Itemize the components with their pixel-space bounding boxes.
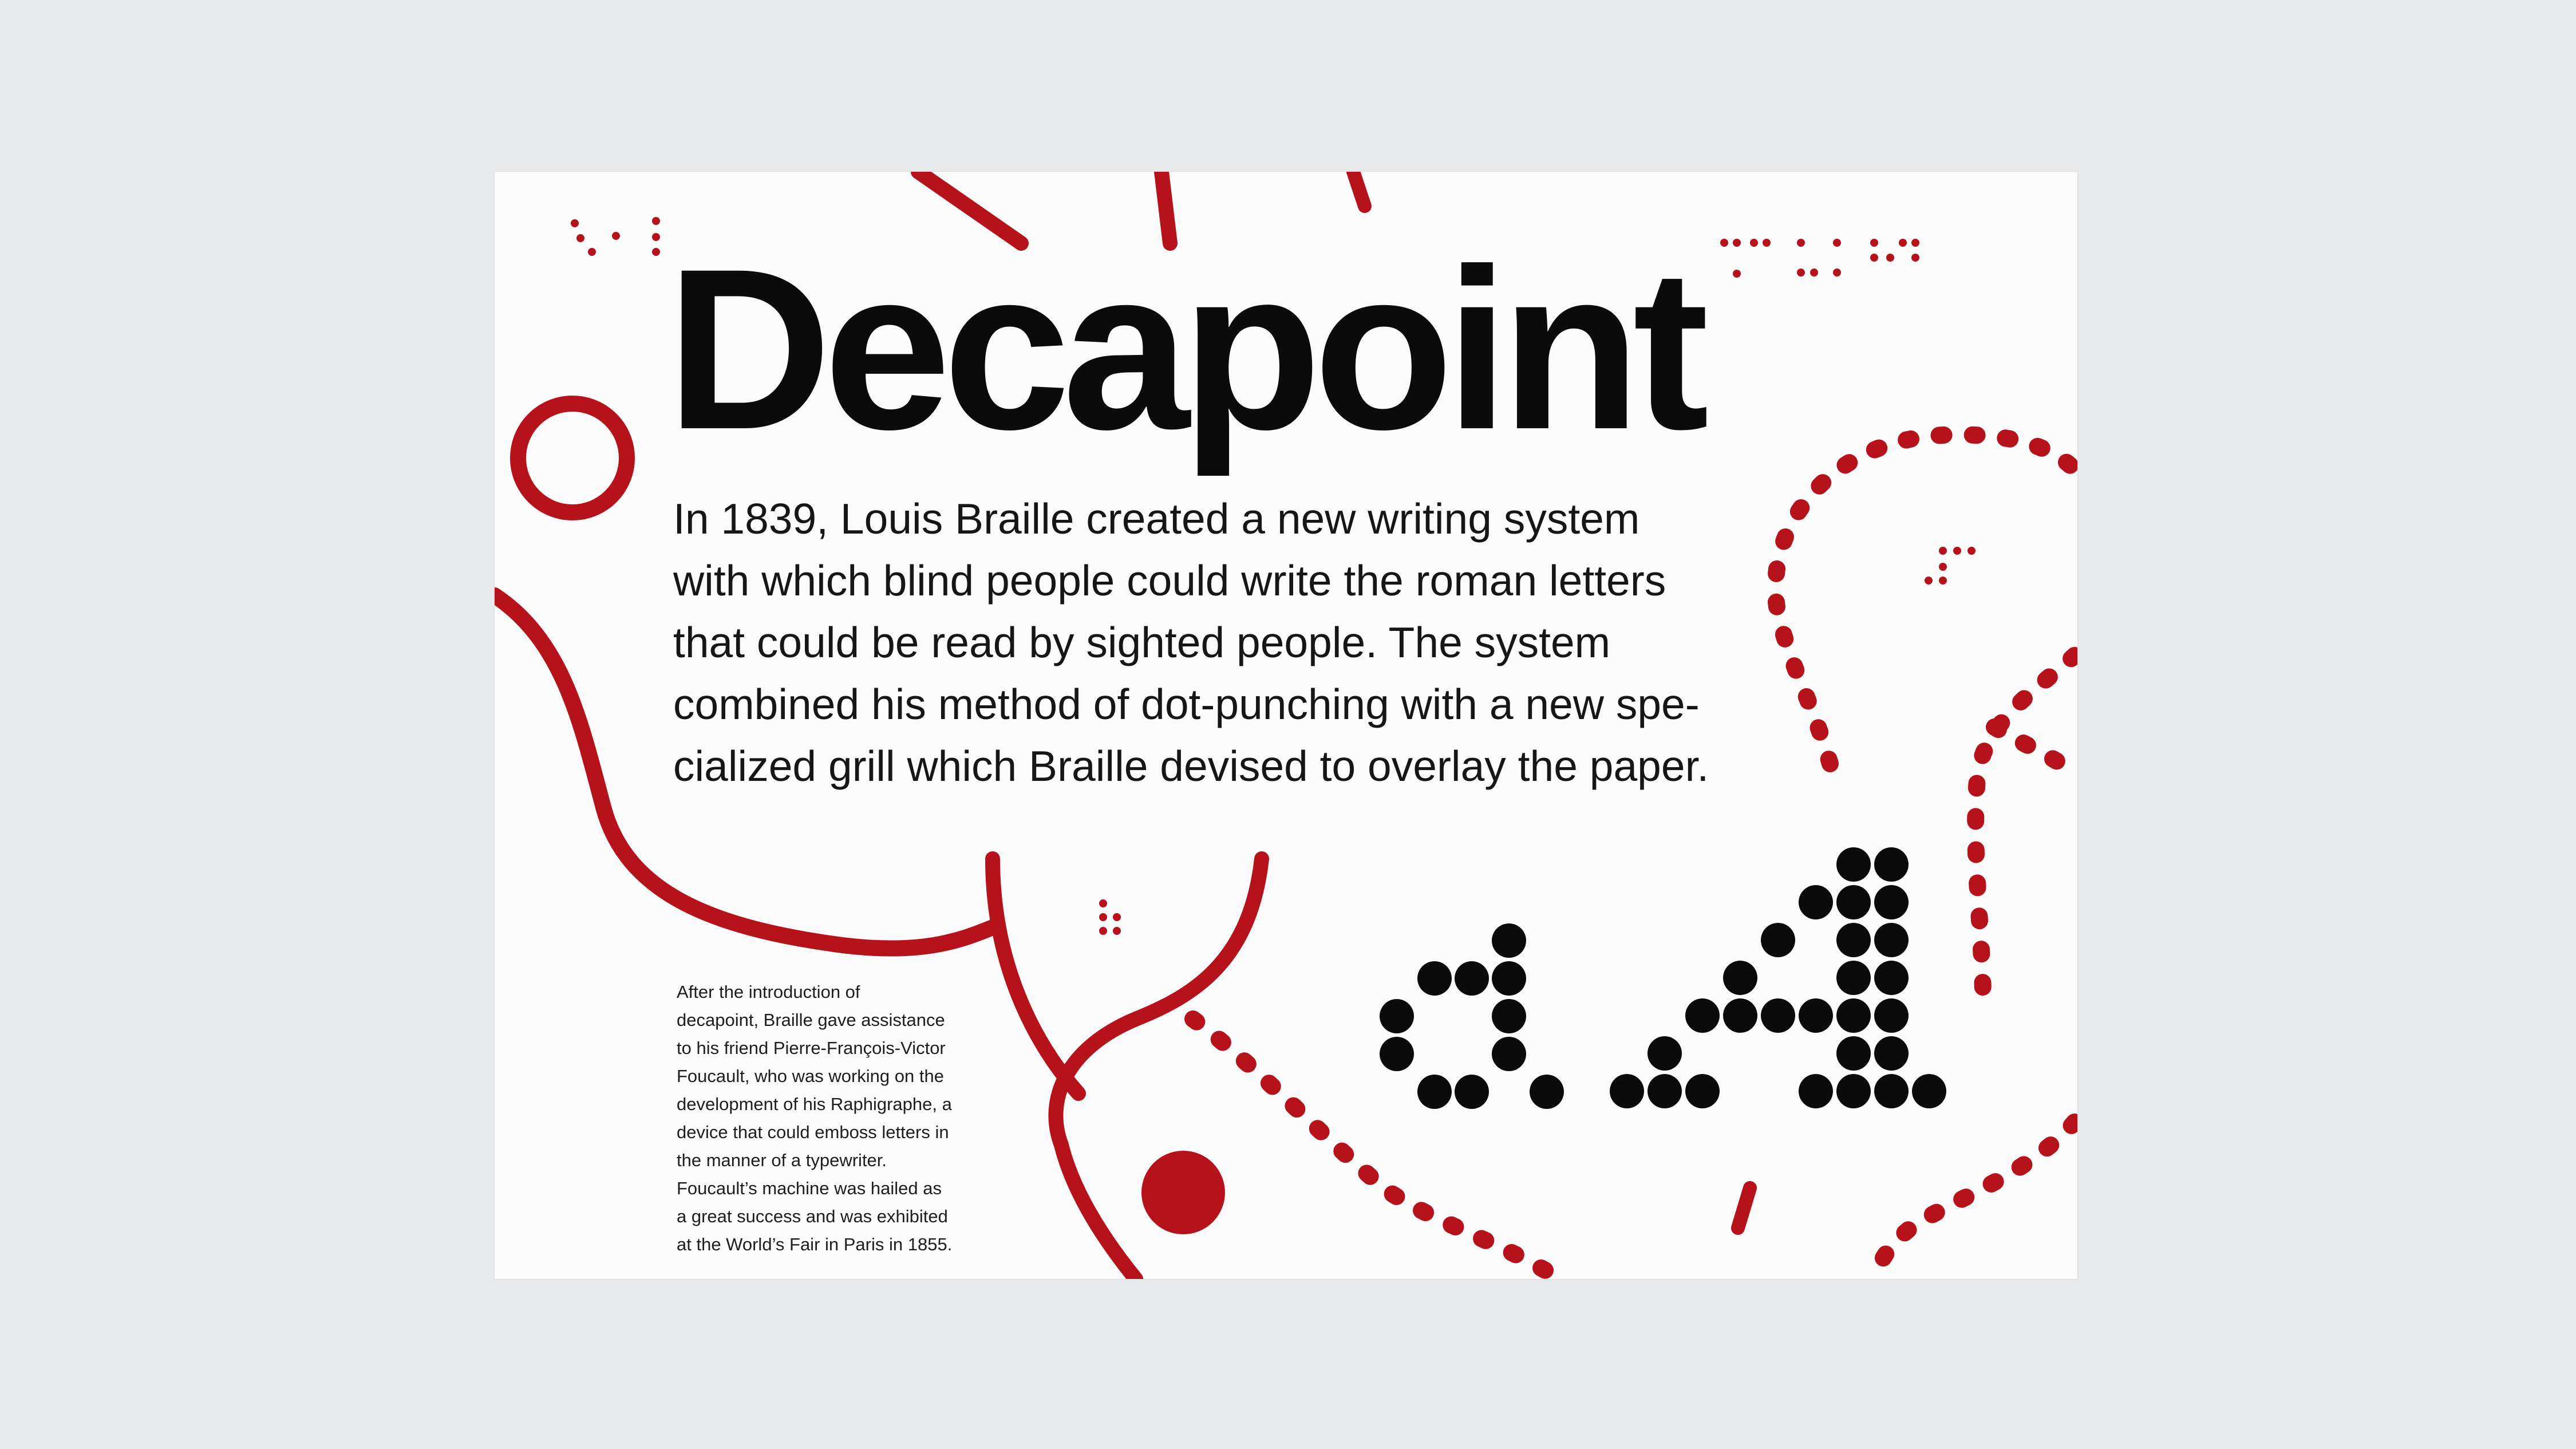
caption-line: a great success and was exhibited [677, 1206, 948, 1226]
braille-dot [1939, 547, 1947, 555]
braille-dot [1099, 927, 1107, 935]
dotmatrix-a-dot [1530, 1075, 1564, 1109]
dotmatrix-A-dot [1874, 847, 1909, 882]
dotmatrix-A-dot [1647, 1036, 1682, 1071]
braille-dot [1797, 269, 1805, 277]
dotmatrix-a-dot [1492, 1037, 1526, 1071]
dotmatrix-A-dot [1836, 998, 1871, 1033]
braille-dot [1833, 239, 1841, 247]
caption-line: After the introduction of [677, 982, 860, 1002]
caption-line: Foucault’s machine was hailed as [677, 1178, 942, 1198]
caption-line: device that could emboss letters in [677, 1122, 949, 1142]
dotmatrix-a-dot [1492, 999, 1526, 1033]
dotmatrix-A-dot [1874, 923, 1909, 957]
dotted-curve [1994, 727, 2075, 773]
braille-dot [1925, 577, 1933, 585]
braille-dot [588, 248, 596, 256]
caption-line: to his friend Pierre-François-Victor [677, 1038, 946, 1058]
dotted-curve [1976, 656, 2075, 1002]
braille-dot [1099, 899, 1107, 907]
dotmatrix-A-dot [1874, 961, 1909, 995]
braille-dot [1720, 239, 1728, 247]
caption-line: the manner of a typewriter. [677, 1150, 887, 1170]
braille-dot [652, 248, 660, 256]
braille-dot [1967, 547, 1976, 555]
braille-dot [1886, 254, 1894, 262]
braille-dot [1899, 239, 1907, 247]
red-bar [1738, 1188, 1750, 1228]
red-ring [518, 404, 627, 512]
dotmatrix-A-dot [1874, 885, 1909, 919]
caption-line: development of his Raphigraphe, a [677, 1094, 952, 1114]
dotted-curve [1776, 435, 2075, 764]
braille-dot [1733, 239, 1741, 247]
braille-dot [1750, 239, 1758, 247]
dotmatrix-a-dot [1417, 1075, 1452, 1109]
dotmatrix-A-dot [1836, 1036, 1871, 1071]
dotmatrix-A-dot [1836, 961, 1871, 995]
braille-dot [1763, 239, 1771, 247]
caption-line: at the World’s Fair in Paris in 1855. [677, 1234, 953, 1254]
red-top-stroke [1353, 172, 1365, 206]
braille-dot [1911, 239, 1919, 247]
dotmatrix-A-dot [1874, 1074, 1909, 1108]
dotmatrix-A-dot [1685, 998, 1720, 1033]
intro-paragraph [673, 488, 1761, 797]
braille-dot [1939, 577, 1947, 585]
intro-line: combined his method of dot-punching with a new spe- [673, 680, 1700, 728]
dotmatrix-A-dot [1647, 1074, 1682, 1108]
dotmatrix-A-dot [1912, 1074, 1946, 1108]
caption-paragraph [677, 978, 997, 1258]
dotmatrix-A-dot [1836, 1074, 1871, 1108]
intro-line: with which blind people could write the roman letters [673, 556, 1666, 605]
dotmatrix-A-dot [1723, 961, 1757, 995]
caption-line: Foucault, who was working on the [677, 1066, 944, 1086]
braille-dot [1911, 254, 1919, 262]
braille-dot [652, 233, 660, 241]
dotmatrix-A-dot [1836, 885, 1871, 919]
dotmatrix-a-dot [1492, 923, 1526, 958]
braille-dot [1833, 269, 1841, 277]
intro-line: that could be read by sighted people. The system [673, 618, 1611, 666]
dotmatrix-A-dot [1723, 998, 1757, 1033]
dotmatrix-A-dot [1874, 1036, 1909, 1071]
dotmatrix-a-dot [1492, 961, 1526, 996]
dotmatrix-A-dot [1799, 1074, 1833, 1108]
dotmatrix-a-dot [1380, 1037, 1414, 1071]
dotmatrix-A-dot [1836, 923, 1871, 957]
dotted-curve [1874, 1122, 2075, 1279]
dotmatrix-A-dot [1761, 998, 1795, 1033]
braille-dot [571, 219, 579, 227]
dotmatrix-A-dot [1799, 998, 1833, 1033]
dotmatrix-a-dot [1455, 1075, 1489, 1109]
dotmatrix-A-dot [1610, 1074, 1644, 1108]
intro-line: In 1839, Louis Braille created a new writing system [673, 495, 1640, 543]
braille-dot [1870, 254, 1878, 262]
dotmatrix-a-dot [1417, 961, 1452, 996]
braille-dot [1733, 270, 1741, 278]
braille-dot [1953, 547, 1961, 555]
red-center-curve [993, 859, 1078, 1093]
poster-card [495, 172, 2077, 1279]
braille-dot [652, 217, 660, 225]
braille-dot [1870, 239, 1878, 247]
braille-dot [612, 232, 620, 240]
dotmatrix-A-dot [1836, 847, 1871, 882]
braille-dot [1099, 913, 1107, 921]
dotmatrix-A-dot [1761, 923, 1795, 957]
intro-line: cialized grill which Braille devised to overlay the paper. [673, 742, 1709, 790]
caption-line: decapoint, Braille gave assistance [677, 1010, 945, 1030]
dotmatrix-a-dot [1380, 999, 1414, 1033]
braille-dot [1113, 913, 1121, 921]
dotmatrix-a-dot [1455, 961, 1489, 996]
braille-dot [1797, 239, 1805, 247]
braille-dot [1939, 563, 1947, 571]
braille-dot [1810, 269, 1818, 277]
braille-dot [576, 234, 584, 242]
braille-dot [1113, 927, 1121, 935]
poster-title: Decapoint [666, 221, 1701, 477]
dotmatrix-A-dot [1799, 885, 1833, 919]
dotmatrix-A-dot [1685, 1074, 1720, 1108]
red-solid-dot [1141, 1151, 1225, 1234]
dotmatrix-A-dot [1874, 998, 1909, 1033]
